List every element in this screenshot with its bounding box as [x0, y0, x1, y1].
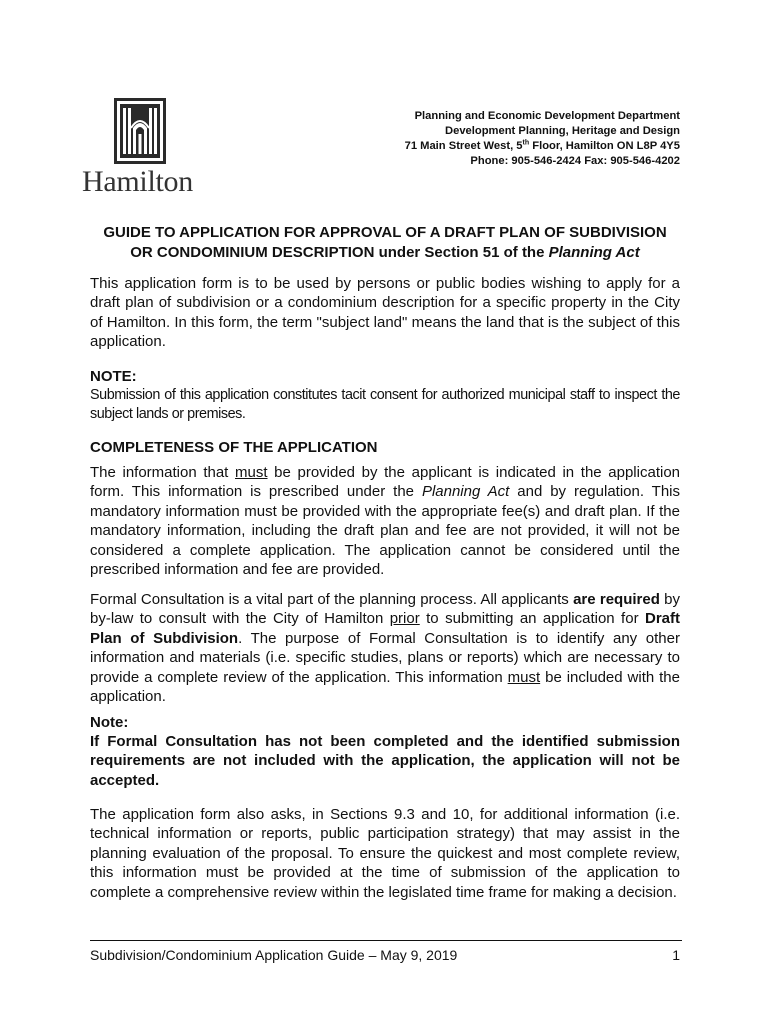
- closing-paragraph: The application form also asks, in Sections 9.3 and 10, for additional information (i.e. technical information or reports, public participation strategy) that may assist in the planning evaluation of the proposal. To ensure the quickest and most complete review, this information must be provided at the time of submission of the application to complete a comprehensive review within the legislated time frame for making a decision.: [90, 806, 680, 901]
- completeness-heading: COMPLETENESS OF THE APPLICATION: [90, 439, 378, 456]
- page-number: 1: [672, 947, 680, 963]
- address-line-2: Development Planning, Heritage and Design: [445, 125, 680, 137]
- title-line-2: OR CONDOMINIUM DESCRIPTION under Section 51 of the Planning Act: [130, 244, 640, 261]
- note2-heading: Note:: [90, 714, 129, 731]
- address-line-1: Planning and Economic Development Department: [414, 110, 680, 122]
- hamilton-crest-icon: [114, 98, 166, 164]
- intro-paragraph: This application form is to be used by persons or public bodies wishing to apply for a draft plan of subdivision or a condominium description for a specific property in the City of Hamilton. In this form, the term "subject land" means the land that is the subject of this application.: [90, 275, 680, 351]
- note2-text: If Formal Consultation has not been completed and the identified submission requirements are not included with the application, the application will not be accepted.: [90, 733, 680, 789]
- page-title: [90, 223, 680, 263]
- hamilton-wordmark: Hamilton: [82, 165, 193, 198]
- footer-title: Subdivision/Condominium Application Guide – May 9, 2019: [90, 947, 458, 963]
- completeness-paragraph-1: The information that must be provided by the applicant is indicated in the application form. This information is prescribed under the Planning Act and by regulation. This mandatory information must be provided with the appropriate fee(s) and draft plan. If the mandatory information, including the draft plan and fee are not provided, it will not be considered a complete application. The application cannot be considered until the prescribed information and fee are provided.: [90, 464, 681, 579]
- address-line-4: Phone: 905-546-2424 Fax: 905-546-4202: [470, 155, 680, 167]
- note-text: Submission of this application constitutes tacit consent for authorized municipal staff to inspect the subject lands or premises.: [90, 387, 680, 423]
- note-heading: NOTE:: [90, 368, 137, 385]
- completeness-paragraph-2: Formal Consultation is a vital part of the planning process. All applicants are required by by-law to consult with the City of Hamilton prior to submitting an application for Draft Plan of Subdivision. The purpose of Formal Consultation is to identify any other information and materials (i.e. specific studies, plans or reports) which are necessary to provide a complete review of the application. This information must be included with the application.: [90, 591, 680, 706]
- footer-divider: [90, 940, 682, 941]
- department-address: [405, 109, 680, 169]
- address-line-3: 71 Main Street West, 5th Floor, Hamilton ON L8P 4Y5: [404, 139, 680, 152]
- title-line-1: GUIDE TO APPLICATION FOR APPROVAL OF A DRAFT PLAN OF SUBDIVISION: [103, 224, 667, 241]
- hamilton-logo: [82, 98, 206, 202]
